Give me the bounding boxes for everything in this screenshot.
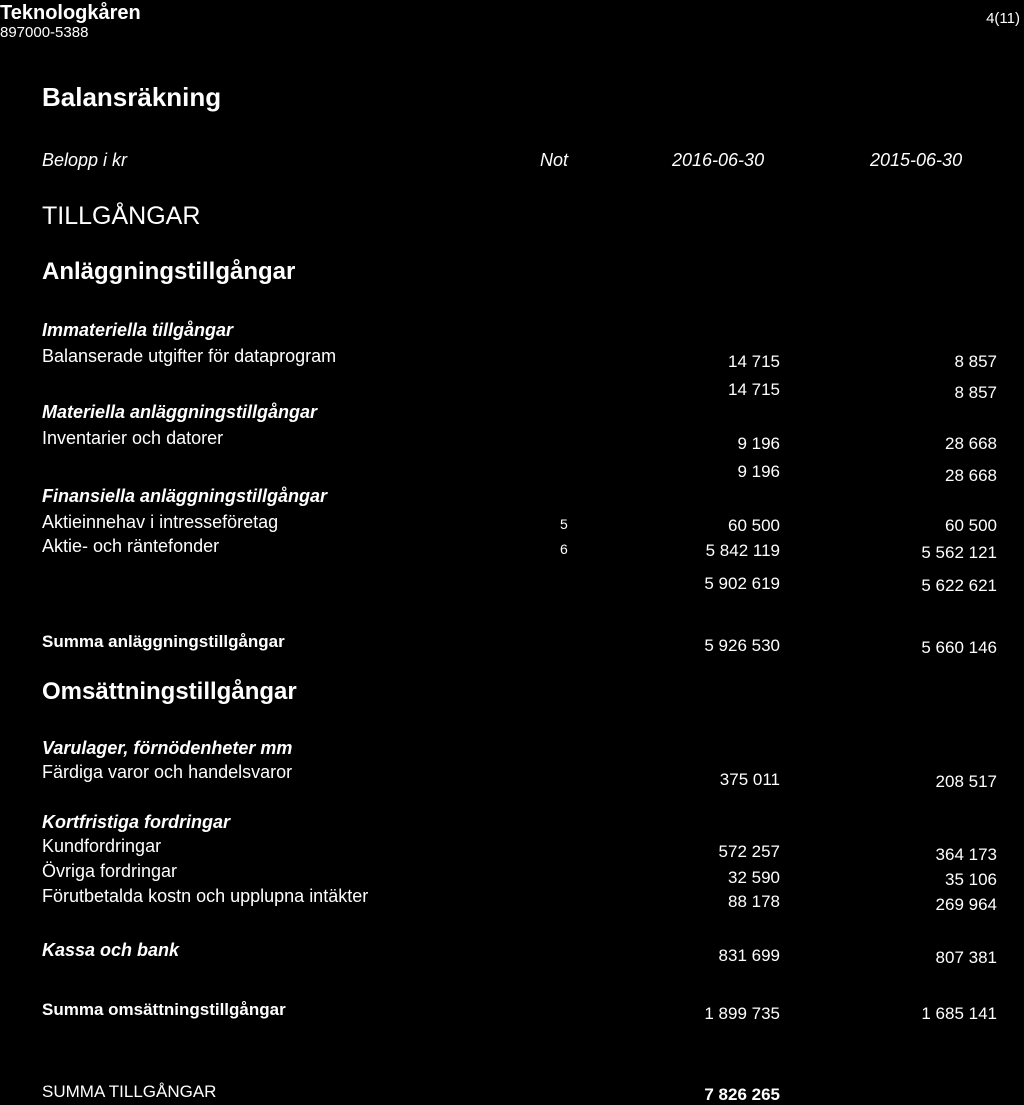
row-label: Övriga fordringar xyxy=(42,861,178,881)
fixed-assets-heading: Anläggningstillgångar xyxy=(42,258,296,285)
note-column-header: Not xyxy=(540,150,569,170)
row-previous: 35 106 xyxy=(945,870,997,889)
row-current: 375 011 xyxy=(719,770,780,789)
receivables-heading: Kortfristiga fordringar xyxy=(42,812,231,832)
subtotal-previous: 8 857 xyxy=(954,383,997,402)
page-number: 4(11) xyxy=(986,10,1020,27)
grand-total-current: 7 826 265 xyxy=(704,1085,780,1104)
fixed-assets-total-previous: 5 660 146 xyxy=(921,638,997,657)
row-label: Färdiga varor och handelsvaror xyxy=(42,762,293,782)
row-current: 14 715 xyxy=(728,352,780,371)
fixed-assets-total-current: 5 926 530 xyxy=(704,636,780,655)
row-current: 60 500 xyxy=(728,516,780,535)
previous-year-header: 2015-06-30 xyxy=(870,150,963,170)
cash-current: 831 699 xyxy=(718,946,780,965)
row-current: 32 590 xyxy=(728,868,780,887)
row-current: 5 842 119 xyxy=(705,541,780,560)
row-label: Aktie- och räntefonder xyxy=(42,536,220,556)
row-current: 88 178 xyxy=(728,892,780,911)
current-assets-total-current: 1 899 735 xyxy=(704,1004,780,1023)
cash-previous: 807 381 xyxy=(935,948,997,967)
subtotal-current: 14 715 xyxy=(728,380,780,399)
row-label: Förutbetalda kostn och upplupna intäkter xyxy=(42,886,369,906)
tangible-heading: Materiella anläggningstillgångar xyxy=(42,402,318,422)
row-current: 572 257 xyxy=(718,842,780,861)
subtotal-previous: 28 668 xyxy=(945,466,997,485)
row-previous: 8 857 xyxy=(954,352,997,371)
row-previous: 208 517 xyxy=(935,772,997,791)
amount-label-header: Belopp i kr xyxy=(42,150,128,170)
subtotal-current: 5 902 619 xyxy=(704,574,780,593)
row-previous: 364 173 xyxy=(935,845,997,864)
row-note: 5 xyxy=(560,516,568,532)
current-year-header: 2016-06-30 xyxy=(672,150,765,170)
cash-label: Kassa och bank xyxy=(42,940,180,960)
row-label: Kundfordringar xyxy=(42,836,162,856)
assets-heading: TILLGÅNGAR xyxy=(42,202,201,230)
financial-heading: Finansiella anläggningstillgångar xyxy=(42,486,328,506)
current-assets-total-previous: 1 685 141 xyxy=(921,1004,997,1023)
row-previous: 60 500 xyxy=(945,516,997,535)
fixed-assets-total-label: Summa anläggningstillgångar xyxy=(42,632,285,651)
row-previous: 5 562 121 xyxy=(921,543,997,562)
row-previous: 28 668 xyxy=(945,434,997,453)
company-name: Teknologkåren xyxy=(0,2,141,24)
row-current: 9 196 xyxy=(737,434,780,453)
row-note: 6 xyxy=(560,541,568,557)
row-label: Aktieinnehav i intresseföretag xyxy=(42,512,279,532)
page-title: Balansräkning xyxy=(42,82,222,112)
intangible-heading: Immateriella tillgångar xyxy=(42,320,234,340)
subtotal-current: 9 196 xyxy=(737,462,780,481)
row-label: Inventarier och datorer xyxy=(42,428,224,448)
grand-total-label: SUMMA TILLGÅNGAR xyxy=(42,1082,217,1101)
inventory-heading: Varulager, förnödenheter mm xyxy=(42,738,293,758)
row-label: Balanserade utgifter för dataprogram xyxy=(42,346,337,366)
row-previous: 269 964 xyxy=(935,895,997,914)
current-assets-heading: Omsättningstillgångar xyxy=(42,678,297,705)
current-assets-total-label: Summa omsättningstillgångar xyxy=(42,1000,286,1019)
subtotal-previous: 5 622 621 xyxy=(921,576,997,595)
org-number: 897000-5388 xyxy=(0,24,89,41)
